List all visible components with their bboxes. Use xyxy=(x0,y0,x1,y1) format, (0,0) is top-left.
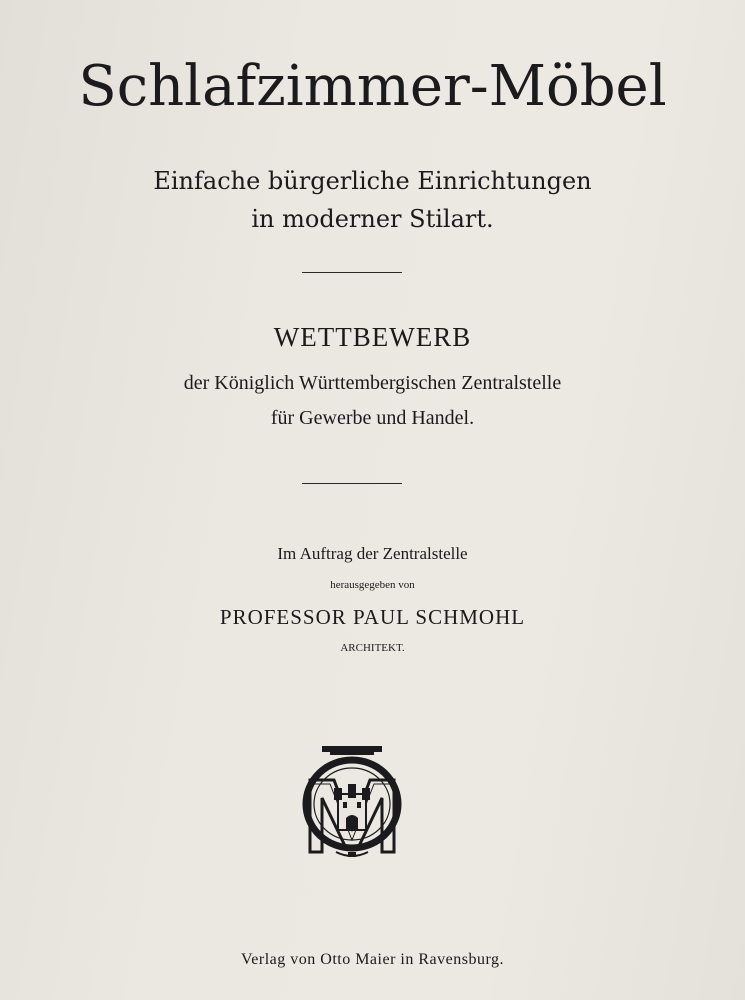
publisher-monogram-castle-icon xyxy=(294,740,410,860)
edited-by-line: herausgegeben von xyxy=(330,579,415,591)
divider-rule-1 xyxy=(302,272,402,273)
subtitle-line-2: in moderner Stilart. xyxy=(251,205,494,233)
publisher-imprint: Verlag von Otto Maier in Ravensburg. xyxy=(241,951,504,968)
subtitle-line-1: Einfache bürgerliche Einrichtungen xyxy=(153,167,592,195)
organization-line-1: der Königlich Württembergischen Zentralstelle xyxy=(183,372,562,394)
book-title: Schlafzimmer-Möbel xyxy=(78,54,667,119)
commission-line: Im Auftrag der Zentralstelle xyxy=(277,544,468,563)
author-title: ARCHITEKT. xyxy=(340,642,405,654)
organization-line-2: für Gewerbe und Handel. xyxy=(270,407,475,429)
author-name: PROFESSOR PAUL SCHMOHL xyxy=(219,605,526,629)
competition-heading: WETTBEWERB xyxy=(273,322,472,352)
divider-rule-2 xyxy=(302,483,402,484)
